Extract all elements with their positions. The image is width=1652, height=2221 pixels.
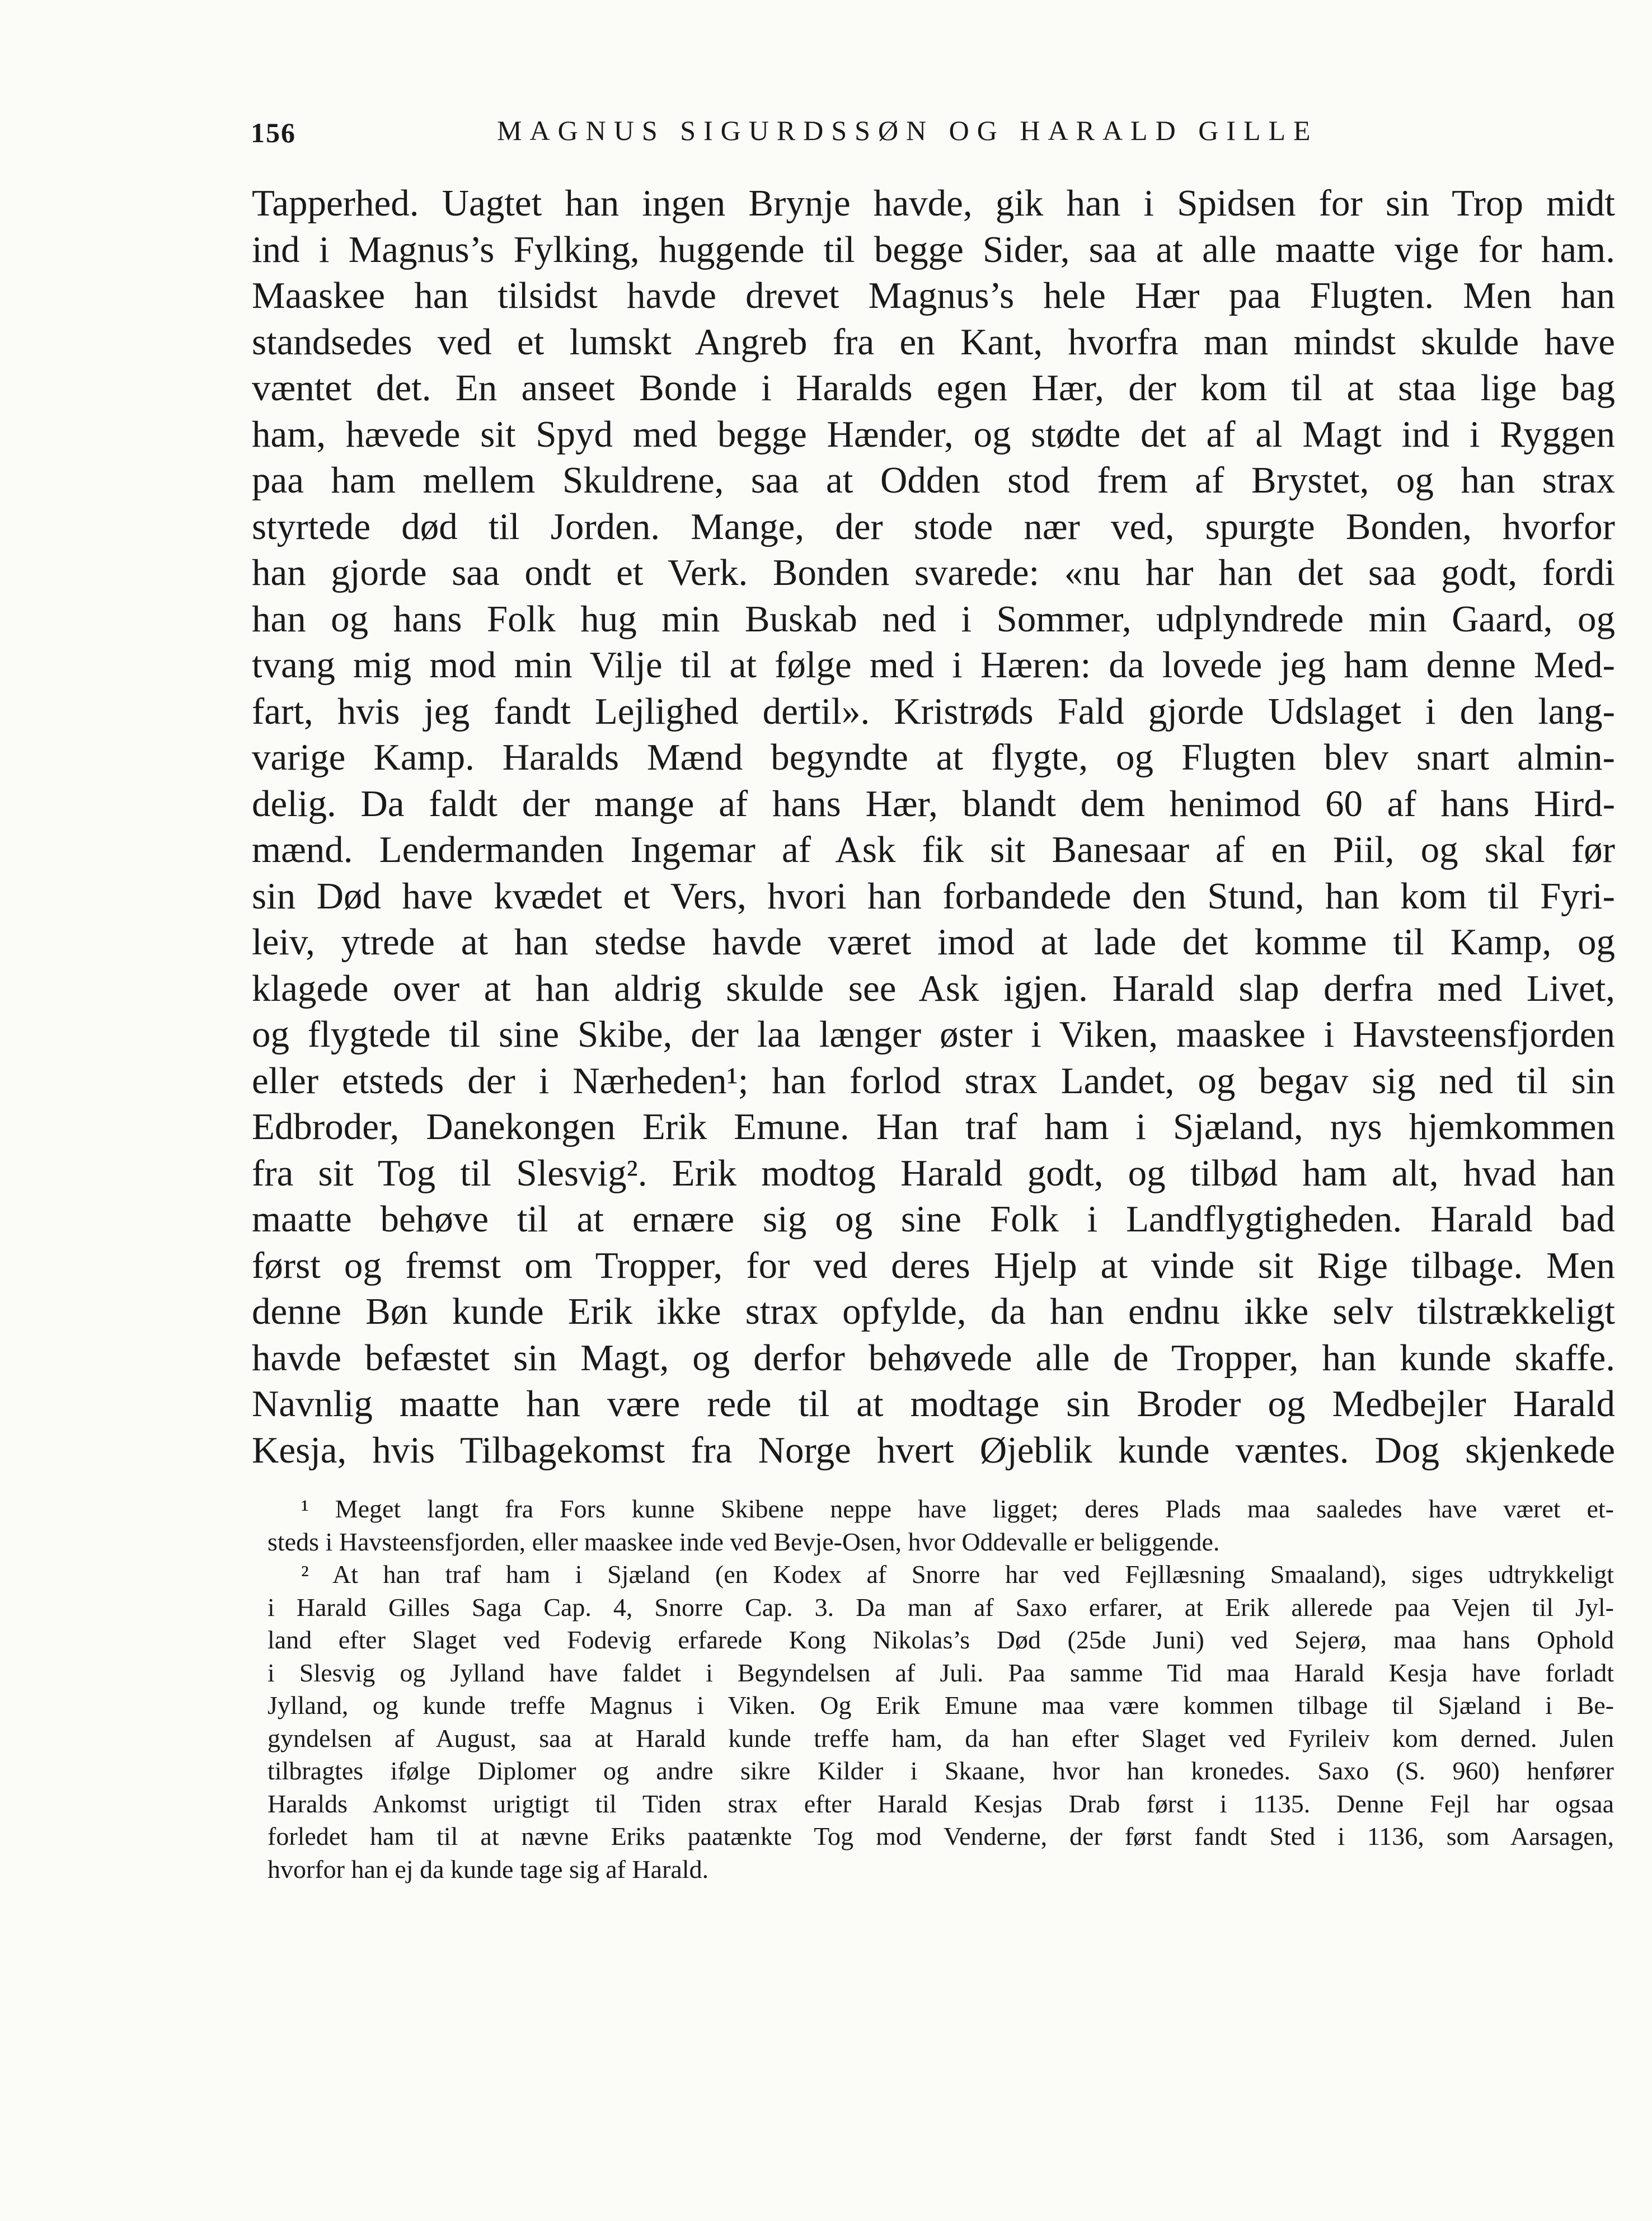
body-line: sin Død have kvædet et Vers, hvori han forbandede den Stund, han kom til Fyri- <box>252 875 1615 917</box>
body-line: Tapperhed. Uagtet han ingen Brynje havde, gik han i Spidsen for sin Trop midt <box>252 182 1615 224</box>
footnote-line: land efter Slaget ved Fodevig erfarede Kong Nikolas’s Død (25de Juni) ved Sejerø, maa hans Ophold <box>267 1625 1614 1654</box>
body-line: ind i Magnus’s Fylking, huggende til begge Sider, saa at alle maatte vige for ham. <box>252 228 1615 270</box>
body-line: ham, hævede sit Spyd med begge Hænder, og stødte det af al Magt ind i Ryggen <box>252 413 1615 455</box>
body-line: væntet det. En anseet Bonde i Haralds egen Hær, der kom til at staa lige bag <box>252 367 1615 409</box>
footnote-line: gyndelsen af August, saa at Harald kunde treffe ham, da han efter Slaget ved Fyrileiv kom derned. Julen <box>267 1723 1614 1753</box>
page-header <box>251 112 1370 157</box>
footnotes <box>267 1493 1614 1886</box>
footnote-line: i Harald Gilles Saga Cap. 4, Snorre Cap. 3. Da man af Saxo erfarer, at Erik allerede paa Vejen til Jyl- <box>267 1592 1614 1622</box>
body-line: først og fremst om Tropper, for ved deres Hjelp at vinde sit Rige tilbage. Men <box>252 1244 1615 1286</box>
body-line: mænd. Lendermanden Ingemar af Ask fik sit Banesaar af en Piil, og skal før <box>252 829 1615 870</box>
footnote-line: ¹ Meget langt fra Fors kunne Skibene neppe have ligget; deres Plads maa saaledes have været et- <box>301 1494 1614 1523</box>
body-line: varige Kamp. Haralds Mænd begyndte at flygte, og Flugten blev snart almin- <box>252 737 1615 778</box>
body-line: denne Bøn kunde Erik ikke strax opfylde, da han endnu ikke selv tilstrækkeligt <box>252 1291 1615 1332</box>
body-line: klagede over at han aldrig skulde see Ask igjen. Harald slap derfra med Livet, <box>252 967 1615 1009</box>
body-line: delig. Da faldt der mange af hans Hær, blandt dem henimod 60 af hans Hird- <box>252 782 1615 824</box>
body-line: han gjorde saa ondt et Verk. Bonden svarede: «nu har han det saa godt, fordi <box>252 552 1615 593</box>
body-line: han og hans Folk hug min Buskab ned i Sommer, udplyndrede min Gaard, og <box>252 598 1615 640</box>
body-line: tvang mig mod min Vilje til at følge med i Hæren: da lovede jeg ham denne Med- <box>252 644 1615 686</box>
body-line: paa ham mellem Skuldrene, saa at Odden stod frem af Brystet, og han strax <box>252 460 1615 501</box>
running-title: MAGNUS SIGURDSSØN OG HARALD GILLE <box>497 115 1318 146</box>
footnote-line: i Slesvig og Jylland have faldet i Begyndelsen af Juli. Paa samme Tid maa Harald Kesja have forladt <box>267 1658 1614 1687</box>
body-line: og flygtede til sine Skibe, der laa længer øster i Viken, maaskee i Havsteensfjorden <box>252 1014 1615 1055</box>
body-line: Edbroder, Danekongen Erik Emune. Han traf ham i Sjæland, nys hjemkommen <box>252 1106 1615 1147</box>
footnote-line: hvorfor han ej da kunde tage sig af Harald. <box>267 1854 709 1883</box>
footnote-line: Haralds Ankomst urigtigt til Tiden strax efter Harald Kesjas Drab først i 1135. Denne Fejl har ogsaa <box>267 1789 1614 1818</box>
body-line: eller etsteds der i Nærheden¹; han forlod strax Landet, og begav sig ned til sin <box>252 1060 1615 1102</box>
footnote-line: Jylland, og kunde treffe Magnus i Viken. Og Erik Emune maa være kommen tilbage til Sjæland i Be- <box>267 1691 1614 1719</box>
body-line: fart, hvis jeg fandt Lejlighed dertil». Kristrøds Fald gjorde Udslaget i den lang- <box>252 690 1615 732</box>
page-number: 156 <box>251 117 296 148</box>
body-line: Maaskee han tilsidst havde drevet Magnus’s hele Hær paa Flugten. Men han <box>252 275 1615 316</box>
footnote-line: forledet ham til at nævne Eriks paatænkte Tog mod Venderne, der først fandt Sted i 1136, som Aarsagen, <box>267 1822 1614 1850</box>
footnote-line: tilbragtes ifølge Diplomer og andre sikre Kilder i Skaane, hvor han kronedes. Saxo (S. 960) henfører <box>267 1756 1614 1785</box>
body-line: havde befæstet sin Magt, og derfor behøvede alle de Tropper, han kunde skaffe. <box>252 1337 1615 1379</box>
body-line: maatte behøve til at ernære sig og sine Folk i Landflygtigheden. Harald bad <box>252 1198 1615 1240</box>
body-line: fra sit Tog til Slesvig². Erik modtog Harald godt, og tilbød ham alt, hvad han <box>252 1152 1615 1194</box>
body-line: leiv, ytrede at han stedse havde været imod at lade det komme til Kamp, og <box>252 921 1615 963</box>
body-line: Navnlig maatte han være rede til at modtage sin Broder og Medbejler Harald <box>252 1383 1615 1425</box>
body-line: styrtede død til Jorden. Mange, der stode nær ved, spurgte Bonden, hvorfor <box>252 505 1615 547</box>
body-text <box>252 180 1615 1473</box>
footnote-line: steds i Havsteensfjorden, eller maaskee inde ved Bevje-Osen, hvor Oddevalle er beliggende. <box>267 1527 1220 1556</box>
body-line: standsedes ved et lumskt Angreb fra en Kant, hvorfra man mindst skulde have <box>252 321 1615 363</box>
footnote-line: ² At han traf ham i Sjæland (en Kodex af Snorre har ved Fejllæsning Smaaland), siges udtrykkeligt <box>301 1560 1614 1589</box>
body-line: Kesja, hvis Tilbagekomst fra Norge hvert Øjeblik kunde væntes. Dog skjenkede <box>252 1429 1615 1471</box>
